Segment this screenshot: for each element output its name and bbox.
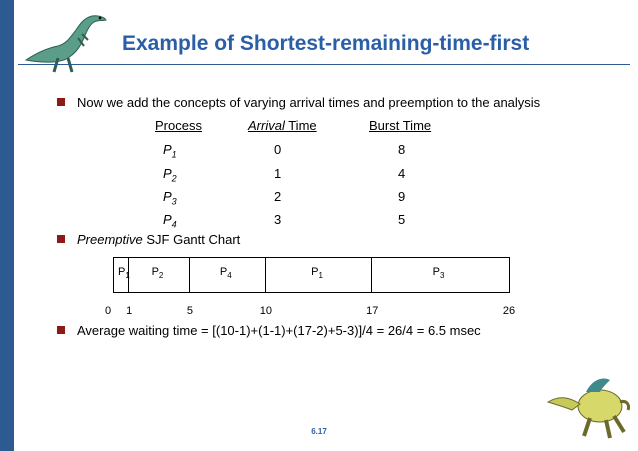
bullet-intro	[57, 95, 540, 110]
gantt-segment	[266, 258, 372, 292]
process-name: $P_1$	[163, 142, 177, 160]
gantt-segment	[129, 258, 190, 292]
page-number: 6.17	[311, 427, 327, 436]
gantt-segment-label: $P_1$	[311, 266, 323, 281]
gantt-segment	[190, 258, 266, 292]
left-accent-bar	[0, 0, 14, 451]
gantt-segment-label: $P_3$	[432, 266, 445, 281]
bullet-gantt	[57, 232, 240, 247]
header-process: Process	[155, 118, 202, 133]
dinosaur-logo-icon	[18, 8, 113, 76]
bullet-intro-text: Now we add the concepts of varying arrival times and preemption to the analysis	[77, 95, 541, 110]
header-arrival: Arrival Time	[248, 118, 317, 133]
bullet-square-icon	[57, 98, 65, 106]
process-name: $P_4$	[163, 212, 177, 230]
slide-title: Example of Shortest-remaining-time-first	[122, 32, 530, 55]
gantt-tick-label: 17	[366, 305, 379, 317]
gantt-segment	[372, 258, 509, 292]
gantt-segment-label: $P_2$	[151, 266, 164, 281]
burst-time: 8	[398, 142, 406, 157]
gantt-chart	[113, 257, 510, 293]
process-name: $P_2$	[163, 166, 177, 184]
burst-time: 4	[398, 166, 406, 181]
arrival-time: 2	[274, 189, 282, 204]
header-burst: Burst Time	[369, 118, 432, 133]
burst-time: 5	[398, 212, 406, 227]
gantt-segment-label: $P_1$	[118, 266, 130, 281]
burst-time: 9	[398, 189, 406, 204]
process-name: $P_3$	[163, 189, 177, 207]
arrival-time: 1	[274, 166, 282, 181]
gantt-segment	[114, 258, 129, 292]
gantt-tick-label: 0	[104, 305, 112, 317]
bullet-average	[57, 323, 481, 338]
gantt-tick-label: 1	[126, 305, 133, 317]
gantt-segment-label: $P_4$	[219, 266, 232, 281]
bullet-average-text: Average waiting time = [(10-1)+(1-1)+(17-2)+5-3)]/4 = 26/4 = 6.5 msec	[77, 323, 481, 338]
arrival-time: 3	[274, 212, 282, 227]
bullet-gantt-prefix: Preemptive	[77, 232, 143, 247]
bullet-square-icon	[57, 326, 65, 334]
title-divider	[18, 64, 630, 65]
gantt-tick-label: 26	[502, 305, 516, 317]
gantt-tick-label: 5	[186, 305, 194, 317]
arrival-time: 0	[274, 142, 282, 157]
gantt-tick-label: 10	[259, 305, 273, 317]
bullet-square-icon	[57, 235, 65, 243]
bullet-gantt-text: SJF Gantt Chart	[142, 232, 241, 247]
